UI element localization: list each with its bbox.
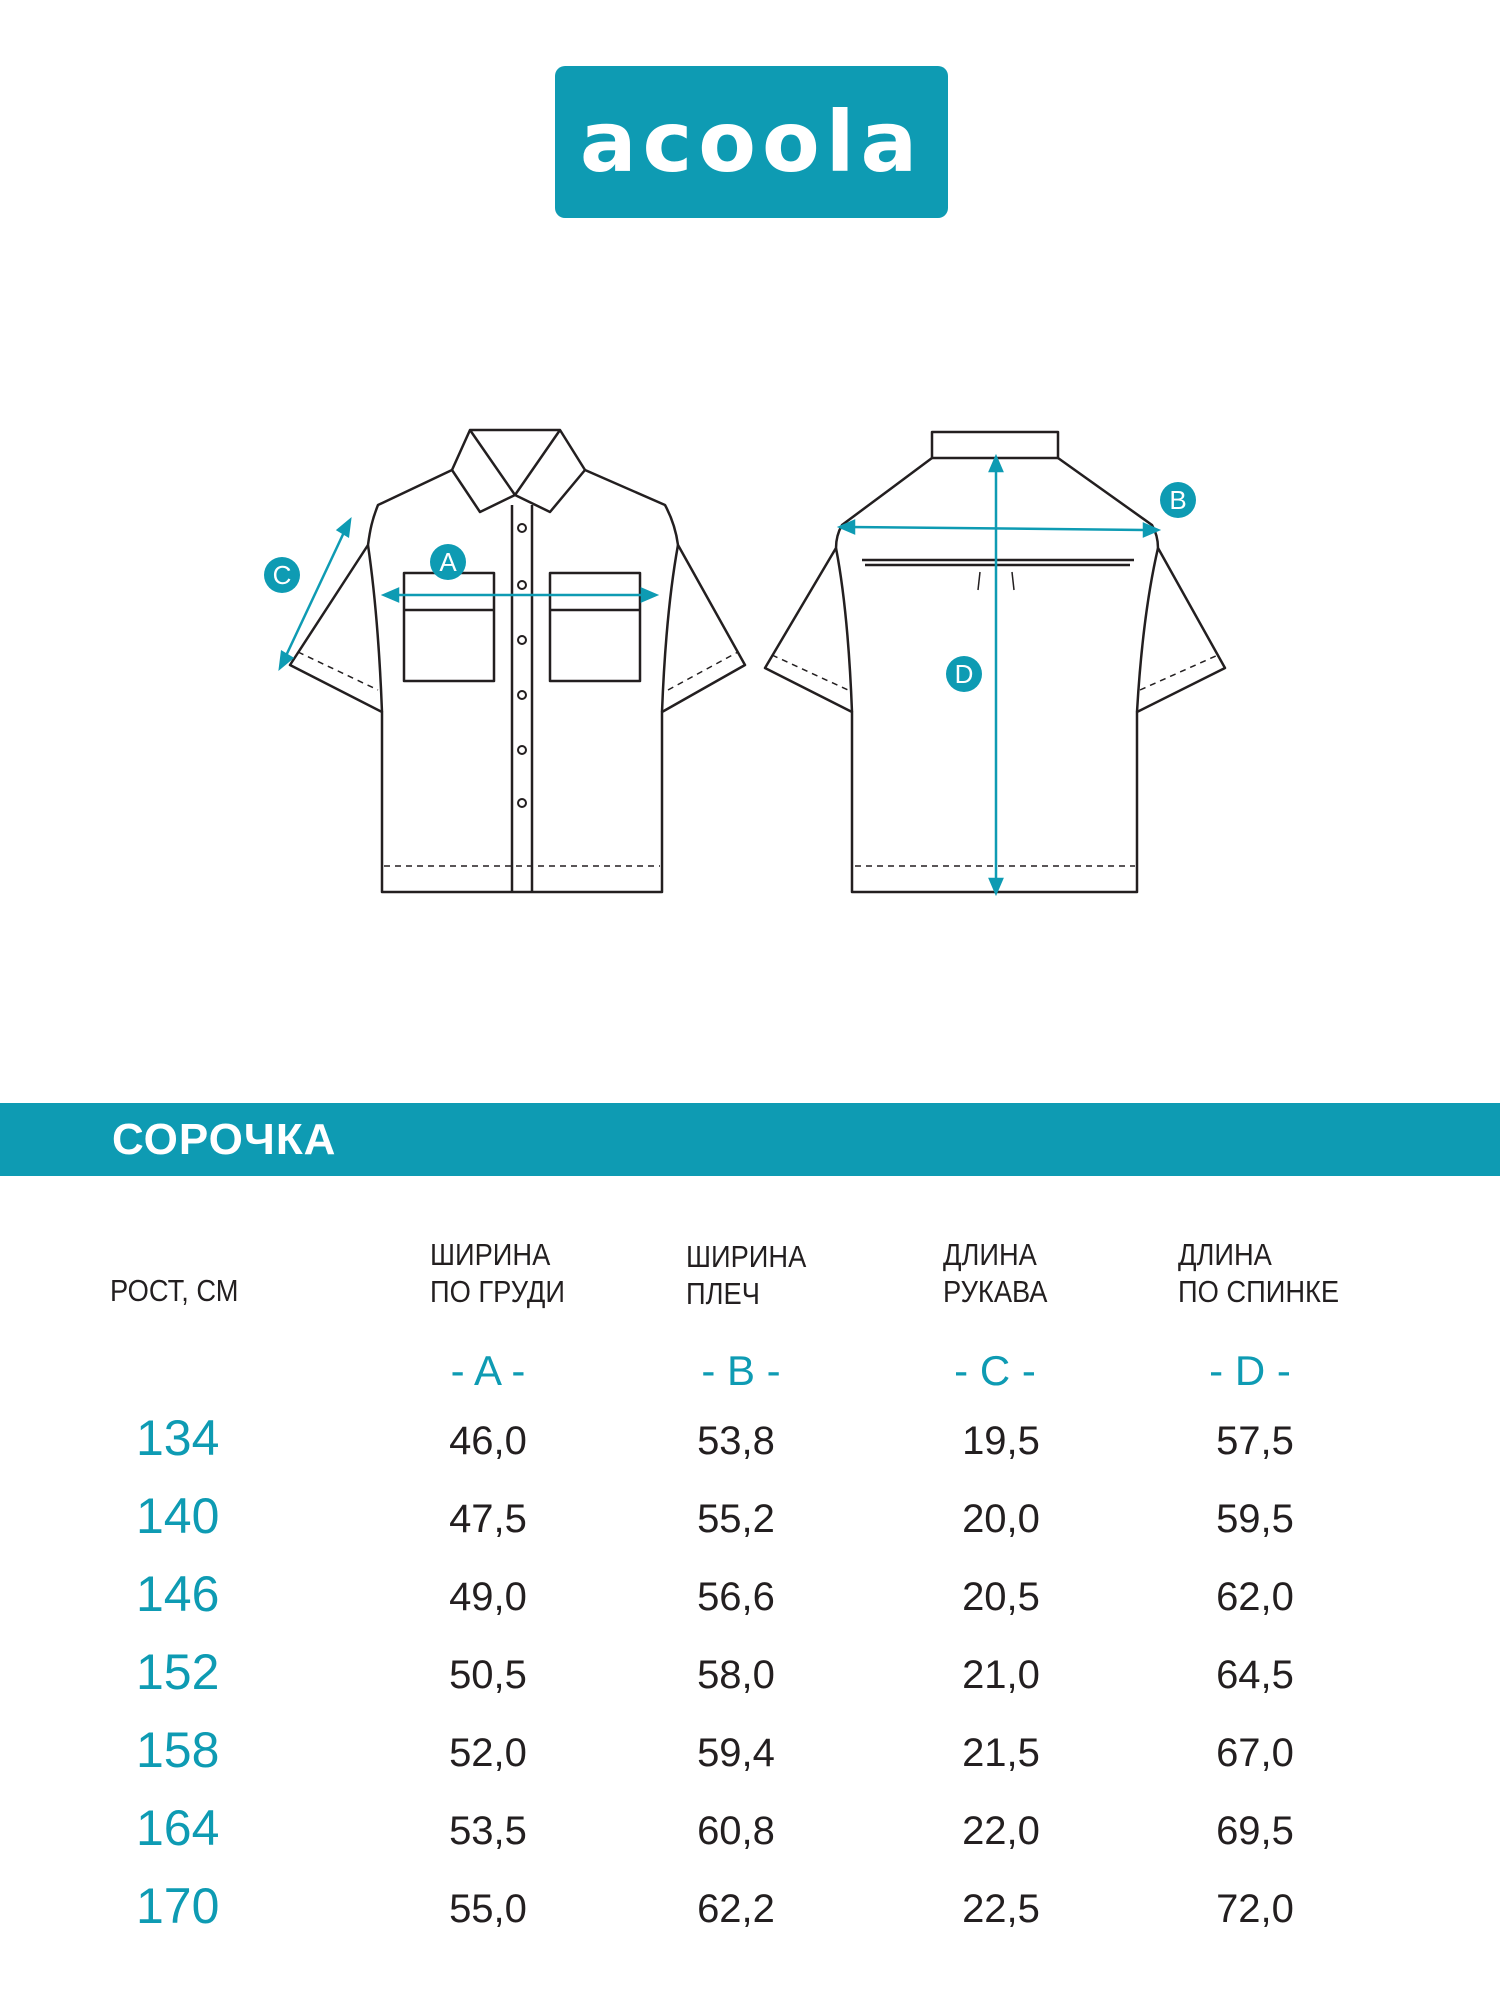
cell-shoulders: 55,2 [697, 1497, 775, 1541]
column-letter-b: - B - [701, 1347, 781, 1394]
row-height: 134 [136, 1410, 220, 1466]
cell-sleeve: 22,5 [962, 1887, 1040, 1931]
height-header: РОСТ, СМ [110, 1273, 239, 1308]
column-header-shoulders: ШИРИНА ПЛЕЧ [686, 1239, 807, 1311]
cell-sleeve: 20,5 [962, 1575, 1040, 1619]
marker-c [264, 557, 300, 593]
cell-shoulders: 60,8 [697, 1809, 775, 1853]
cell-back-length: 72,0 [1216, 1887, 1294, 1931]
marker-b [1160, 482, 1196, 518]
cell-chest: 53,5 [449, 1809, 527, 1853]
row-height: 140 [136, 1488, 220, 1544]
marker-d-label: D [954, 659, 974, 689]
marker-b-label: B [1169, 485, 1187, 515]
shirt-measurement-diagram [0, 400, 1500, 920]
column-header-sleeve: ДЛИНА РУКАВА [943, 1237, 1048, 1309]
cell-shoulders: 58,0 [697, 1653, 775, 1697]
brand-logo [555, 66, 948, 218]
row-height: 170 [136, 1878, 220, 1934]
table-row [0, 1642, 1500, 1712]
cell-chest: 52,0 [449, 1731, 527, 1775]
column-letter-d: - D - [1209, 1347, 1291, 1394]
marker-d [946, 656, 982, 692]
column-header-chest: ШИРИНА ПО ГРУДИ [430, 1237, 565, 1309]
cell-chest: 47,5 [449, 1497, 527, 1541]
cell-chest: 55,0 [449, 1887, 527, 1931]
cell-chest: 49,0 [449, 1575, 527, 1619]
column-letter-c: - C - [954, 1347, 1036, 1394]
cell-shoulders: 53,8 [697, 1419, 775, 1463]
title-banner [0, 1103, 1500, 1176]
table-row [0, 1564, 1500, 1634]
logo-text: acoola [579, 93, 924, 191]
cell-shoulders: 56,6 [697, 1575, 775, 1619]
row-height: 152 [136, 1644, 220, 1700]
table-row [0, 1408, 1500, 1478]
row-height: 146 [136, 1566, 220, 1622]
cell-chest: 50,5 [449, 1653, 527, 1697]
cell-shoulders: 59,4 [697, 1731, 775, 1775]
column-header-back-length: ДЛИНА ПО СПИНКЕ [1178, 1237, 1340, 1309]
column-letter-a: - A - [450, 1347, 526, 1394]
row-height: 164 [136, 1800, 220, 1856]
product-title: СОРОЧКА [112, 1115, 337, 1164]
cell-back-length: 69,5 [1216, 1809, 1294, 1853]
table-row [0, 1720, 1500, 1790]
cell-sleeve: 21,0 [962, 1653, 1040, 1697]
cell-sleeve: 19,5 [962, 1419, 1040, 1463]
cell-chest: 46,0 [449, 1419, 527, 1463]
table-row [0, 1876, 1500, 1946]
shirt-front-drawing [290, 430, 745, 892]
marker-a-label: A [439, 547, 457, 577]
cell-sleeve: 21,5 [962, 1731, 1040, 1775]
marker-a [430, 544, 466, 580]
marker-c-label: C [272, 560, 292, 590]
cell-shoulders: 62,2 [697, 1887, 775, 1931]
row-height: 158 [136, 1722, 220, 1778]
table-row [0, 1486, 1500, 1556]
cell-back-length: 59,5 [1216, 1497, 1294, 1541]
cell-back-length: 62,0 [1216, 1575, 1294, 1619]
table-row [0, 1798, 1500, 1868]
cell-sleeve: 20,0 [962, 1497, 1040, 1541]
cell-back-length: 67,0 [1216, 1731, 1294, 1775]
cell-back-length: 57,5 [1216, 1419, 1294, 1463]
cell-sleeve: 22,0 [962, 1809, 1040, 1853]
cell-back-length: 64,5 [1216, 1653, 1294, 1697]
